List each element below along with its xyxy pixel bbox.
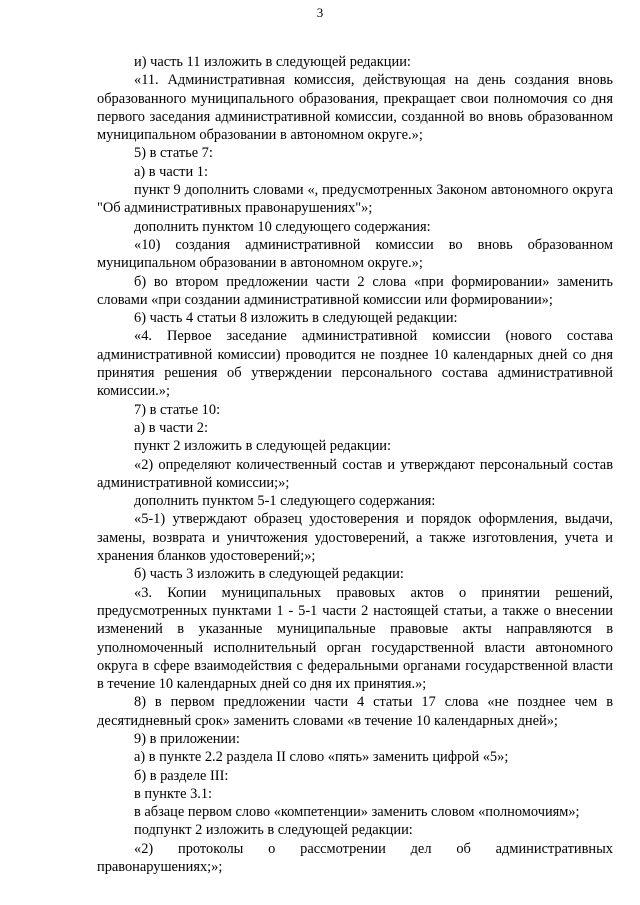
paragraph: «5-1) утверждают образец удостоверения и порядок оформления, выдачи, замены, возврата и уничтожения удостоверений, а также изготовления, учета и хранения бланков удостоверений;»; (97, 511, 613, 565)
paragraph: а) в части 2: (134, 419, 208, 436)
paragraph: пункт 2 изложить в следующей редакции: (134, 438, 391, 455)
document-body (97, 53, 613, 876)
paragraph: дополнить пунктом 10 следующего содержания: (134, 218, 431, 235)
paragraph: б) в разделе III: (134, 767, 229, 784)
paragraph: пункт 9 дополнить словами «, предусмотренных Законом автономного округа "Об административных правонарушениях"»; (97, 182, 613, 217)
paragraph: 6) часть 4 статьи 8 изложить в следующей редакции: (134, 310, 458, 327)
paragraph: 9) в приложении: (134, 730, 240, 747)
paragraph: «3. Копии муниципальных правовых актов о принятии решений, предусмотренных пунктами 1 - 5-1 части 2 настоящей статьи, а также о внесении изменений в указанные муниципальные правовые акты направляются в уполномоченный исполнительный орган государственной власти автономного округа в сфере взаимодействия с федеральными органами государственной власти в течение 10 календарных дней со дня их принятия.»; (97, 584, 613, 693)
paragraph: «4. Первое заседание административной комиссии (нового состава административной комиссии) проводится не позднее 10 календарных дней со дня принятия решения об утверждении персонального состава административной комиссии.»; (97, 328, 613, 400)
paragraph: б) во втором предложении части 2 слова «при формировании» заменить словами «при создании административной комиссии или формировании»; (97, 273, 613, 308)
paragraph: дополнить пунктом 5-1 следующего содержания: (134, 493, 436, 510)
paragraph: «2) протоколы о рассмотрении дел об административных правонарушениях;»; (97, 840, 613, 876)
paragraph: а) в пункте 2.2 раздела II слово «пять» заменить цифрой «5»; (134, 749, 509, 766)
paragraph: подпункт 2 изложить в следующей редакции: (134, 822, 413, 839)
paragraph: 5) в статье 7: (134, 145, 213, 162)
paragraph: а) в части 1: (134, 163, 208, 180)
paragraph: «2) определяют количественный состав и утверждают персональный состав административной комиссии;»; (97, 456, 613, 491)
page-number: 3 (316, 5, 324, 20)
paragraph: б) часть 3 изложить в следующей редакции: (134, 566, 404, 583)
paragraph: «10) создания административной комиссии во вновь образованном муниципальном образовании в автономном округе.»; (97, 236, 613, 272)
paragraph: в пункте 3.1: (134, 785, 213, 802)
paragraph: в абзаце первом слово «компетенции» заменить словом «полномочиям»; (134, 804, 580, 821)
paragraph: «11. Административная комиссия, действующая на день создания вновь образованного муниципального образования, прекращает свои полномочия со дня первого заседания административной комиссии, созданной во вновь образованном муниципальном образовании в автономном округе.»; (97, 72, 613, 144)
paragraph: 8) в первом предложении части 4 статьи 17 слова «не позднее чем в десятидневный срок» заменить словами «в течение 10 календарных дней»; (97, 694, 613, 729)
paragraph: 7) в статье 10: (134, 401, 221, 418)
paragraph: и) часть 11 изложить в следующей редакции: (134, 54, 411, 70)
